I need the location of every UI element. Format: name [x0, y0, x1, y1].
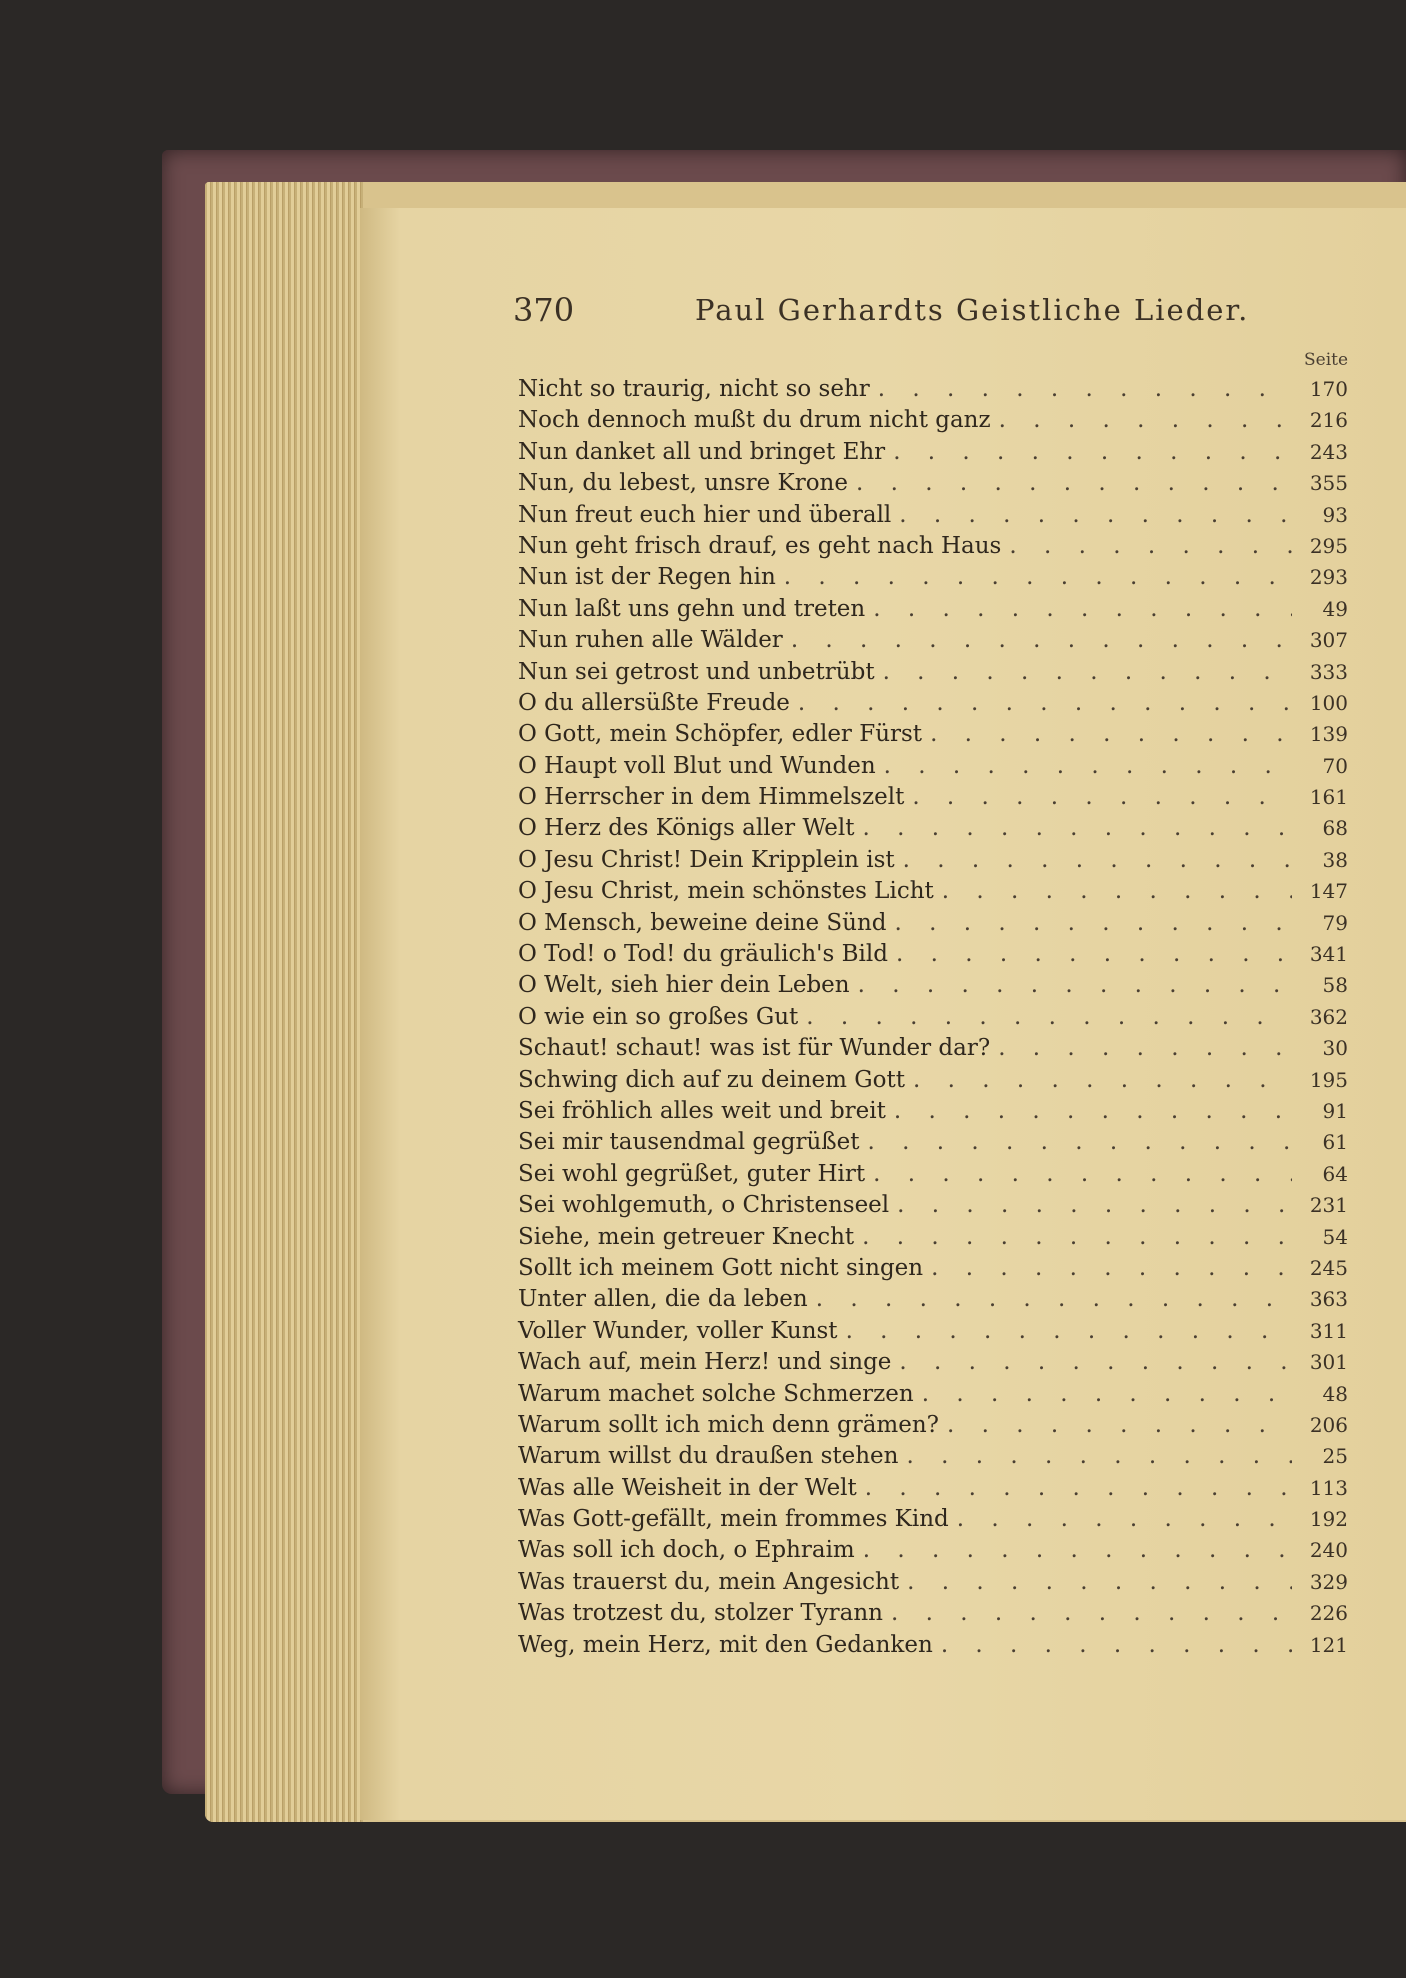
entry-title: Sei fröhlich alles weit und breit [518, 1097, 886, 1124]
entry-title: O Herrscher in dem Himmelszelt [518, 784, 905, 811]
index-entry [518, 533, 1348, 564]
dot-leader [883, 659, 1292, 685]
index-entry [518, 1537, 1348, 1568]
dot-leader [999, 407, 1292, 433]
dot-leader [942, 878, 1292, 904]
entry-page-number: 231 [1309, 1193, 1348, 1218]
entry-page-number: 113 [1309, 1475, 1348, 1500]
index-entry [518, 878, 1348, 909]
index-entry [518, 1129, 1348, 1160]
dot-leader [856, 470, 1292, 496]
dot-leader [868, 1129, 1293, 1155]
dot-leader [863, 1537, 1292, 1563]
entry-title: O Welt, sieh hier dein Leben [518, 972, 850, 999]
entry-title: Warum sollt ich mich denn grämen? [518, 1411, 939, 1438]
entry-title: Sei wohl gegrüßet, guter Hirt [518, 1160, 866, 1187]
entry-page-number: 243 [1309, 439, 1348, 464]
dot-leader [1009, 533, 1292, 559]
dot-leader [806, 1004, 1292, 1030]
entry-page-number: 121 [1309, 1632, 1348, 1657]
entry-title: Nun danket all und bringet Ehr [518, 438, 886, 465]
entry-title: Wach auf, mein Herz! und singe [518, 1349, 892, 1376]
entry-title: Sollt ich meinem Gott nicht singen [518, 1254, 924, 1281]
dot-leader [895, 910, 1292, 936]
entry-title: Nun ruhen alle Wälder [518, 627, 783, 654]
index-entry [518, 1443, 1348, 1474]
dot-leader [913, 1067, 1292, 1093]
dot-leader [947, 1412, 1292, 1438]
entry-title: Nun freut euch hier und überall [518, 501, 892, 528]
dot-leader [907, 1569, 1292, 1595]
entry-title: Siehe, mein getreuer Knecht [518, 1223, 855, 1250]
dot-leader [899, 1349, 1292, 1375]
entry-title: Was alle Weisheit in der Welt [518, 1474, 857, 1501]
entry-title: Weg, mein Herz, mit den Gedanken [518, 1631, 933, 1658]
entry-title: O Herz des Königs aller Welt [518, 815, 855, 842]
dot-leader [941, 1632, 1292, 1658]
entry-title: O Mensch, beweine deine Sünd [518, 909, 887, 936]
entry-page-number: 100 [1309, 690, 1348, 715]
dot-leader [865, 1475, 1292, 1501]
dot-leader [878, 376, 1292, 402]
entry-title: Nicht so traurig, nicht so sehr [518, 376, 870, 402]
entry-page-number: 216 [1309, 408, 1348, 433]
dot-leader [894, 1098, 1292, 1124]
entry-title: Was trauerst du, mein Angesicht [518, 1568, 900, 1595]
entry-title: Schaut! schaut! was ist für Wunder dar? [518, 1035, 991, 1062]
index-entry [518, 1475, 1348, 1506]
entry-page-number: 139 [1309, 722, 1348, 747]
index-entry [518, 941, 1348, 972]
entry-title: Sei mir tausendmal gegrüßet [518, 1129, 860, 1156]
index-entry [518, 564, 1348, 595]
index-entry [518, 815, 1348, 846]
index-entry [518, 1224, 1348, 1255]
entry-page-number: 311 [1309, 1318, 1348, 1343]
entry-page-number: 61 [1322, 1130, 1348, 1155]
page-number: 370 [513, 291, 575, 329]
dot-leader [873, 1161, 1292, 1187]
entry-page-number: 329 [1309, 1569, 1348, 1594]
entry-page-number: 363 [1309, 1287, 1348, 1312]
entry-title: Nun, du lebest, unsre Krone [518, 470, 848, 497]
entry-page-number: 161 [1309, 785, 1348, 810]
entry-title: Nun sei getrost und unbetrübt [518, 658, 875, 685]
index-entry [518, 596, 1348, 627]
entry-page-number: 192 [1309, 1507, 1348, 1532]
entry-page-number: 245 [1309, 1255, 1348, 1280]
dot-leader [906, 1443, 1292, 1469]
index-entry [518, 1412, 1348, 1443]
index-entry [518, 1569, 1348, 1600]
dot-leader [922, 1381, 1292, 1407]
index-entry [518, 1381, 1348, 1412]
index-entry [518, 721, 1348, 752]
index-entry [518, 1632, 1348, 1663]
dot-leader [798, 690, 1292, 716]
index-entry [518, 502, 1348, 533]
entry-page-number: 68 [1322, 816, 1348, 841]
dot-leader [873, 596, 1292, 622]
entry-page-number: 49 [1322, 596, 1348, 621]
dot-leader [816, 1286, 1292, 1312]
index-entry [518, 847, 1348, 878]
index-entry [518, 972, 1348, 1003]
index-entry [518, 1192, 1348, 1223]
index-entry [518, 910, 1348, 941]
dot-leader [862, 1224, 1292, 1250]
index-entry [518, 690, 1348, 721]
entry-title: Noch dennoch mußt du drum nicht ganz [518, 407, 991, 434]
entry-title: Sei wohlgemuth, o Christenseel [518, 1192, 890, 1219]
entry-title: Nun ist der Regen hin [518, 564, 776, 591]
dot-leader [862, 815, 1292, 841]
index-list [518, 376, 1348, 1663]
entry-title: Voller Wunder, voller Kunst [518, 1317, 838, 1344]
book-page [360, 208, 1406, 1820]
index-entry [518, 1318, 1348, 1349]
running-title: Paul Gerhardts Geistliche Lieder. [695, 293, 1250, 327]
entry-title: O Jesu Christ, mein schönstes Licht [518, 878, 934, 905]
index-entry [518, 753, 1348, 784]
dot-leader [899, 502, 1292, 528]
entry-page-number: 93 [1322, 502, 1348, 527]
page-header [513, 291, 1273, 341]
entry-title: Was trotzest du, stolzer Tyrann [518, 1600, 883, 1627]
entry-page-number: 341 [1309, 942, 1348, 967]
entry-page-number: 301 [1309, 1350, 1348, 1375]
index-entry [518, 1161, 1348, 1192]
entry-title: O du allersüßte Freude [518, 689, 790, 716]
index-entry [518, 627, 1348, 658]
entry-page-number: 64 [1322, 1161, 1348, 1186]
entry-page-number: 70 [1322, 753, 1348, 778]
dot-leader [858, 972, 1292, 998]
page-column-label: Seite [1304, 350, 1349, 370]
dot-leader [846, 1318, 1292, 1344]
index-entry [518, 470, 1348, 501]
entry-title: Unter allen, die da leben [518, 1286, 808, 1313]
dot-leader [998, 1035, 1292, 1061]
index-entry [518, 1600, 1348, 1631]
entry-page-number: 195 [1309, 1067, 1348, 1092]
index-entry [518, 1067, 1348, 1098]
entry-page-number: 170 [1309, 377, 1348, 401]
dot-leader [791, 627, 1292, 653]
entry-page-number: 307 [1309, 628, 1348, 653]
dot-leader [903, 847, 1292, 873]
entry-page-number: 91 [1322, 1098, 1348, 1123]
index-entry [518, 407, 1348, 438]
index-entry [518, 1506, 1348, 1537]
entry-title: Warum machet solche Schmerzen [518, 1380, 914, 1407]
entry-page-number: 355 [1309, 471, 1348, 496]
entry-page-number: 206 [1309, 1412, 1348, 1437]
dot-leader [957, 1506, 1292, 1532]
entry-page-number: 58 [1322, 973, 1348, 998]
index-entry [518, 659, 1348, 690]
entry-title: Warum willst du draußen stehen [518, 1443, 899, 1470]
dot-leader [896, 941, 1292, 967]
dot-leader [930, 721, 1292, 747]
index-entry [518, 376, 1348, 407]
entry-page-number: 54 [1322, 1224, 1348, 1249]
entry-page-number: 147 [1309, 879, 1348, 904]
entry-title: Nun laßt uns gehn und treten [518, 595, 866, 622]
dot-leader [784, 564, 1292, 590]
index-entry [518, 1286, 1348, 1317]
entry-title: Was Gott-gefällt, mein frommes Kind [518, 1506, 949, 1533]
index-entry [518, 1098, 1348, 1129]
entry-page-number: 30 [1322, 1036, 1348, 1061]
dot-leader [891, 1600, 1292, 1626]
index-entry [518, 784, 1348, 815]
index-entry [518, 439, 1348, 470]
entry-page-number: 38 [1322, 847, 1348, 872]
entry-title: O Haupt voll Blut und Wunden [518, 752, 876, 779]
entry-page-number: 226 [1309, 1601, 1348, 1626]
entry-page-number: 295 [1309, 533, 1348, 558]
dot-leader [931, 1255, 1292, 1281]
dot-leader [912, 784, 1292, 810]
entry-title: O Tod! o Tod! du gräulich's Bild [518, 941, 888, 968]
index-entry [518, 1349, 1348, 1380]
entry-page-number: 293 [1309, 565, 1348, 590]
dot-leader [893, 439, 1292, 465]
index-entry [518, 1255, 1348, 1286]
entry-title: Nun geht frisch drauf, es geht nach Haus [518, 532, 1002, 559]
index-entry [518, 1035, 1348, 1066]
entry-title: Was soll ich doch, o Ephraim [518, 1537, 855, 1564]
entry-page-number: 48 [1322, 1381, 1348, 1406]
dot-leader [897, 1192, 1292, 1218]
entry-title: O Jesu Christ! Dein Kripplein ist [518, 846, 895, 873]
entry-page-number: 25 [1322, 1444, 1348, 1469]
entry-page-number: 79 [1322, 910, 1348, 935]
dot-leader [884, 753, 1292, 779]
entry-page-number: 240 [1309, 1538, 1348, 1563]
entry-title: O Gott, mein Schöpfer, edler Fürst [518, 721, 923, 748]
entry-page-number: 333 [1309, 659, 1348, 684]
entry-title: Schwing dich auf zu deinem Gott [518, 1066, 905, 1093]
entry-title: O wie ein so großes Gut [518, 1003, 799, 1030]
page-edges [205, 182, 363, 1822]
index-entry [518, 1004, 1348, 1035]
entry-page-number: 362 [1309, 1004, 1348, 1029]
